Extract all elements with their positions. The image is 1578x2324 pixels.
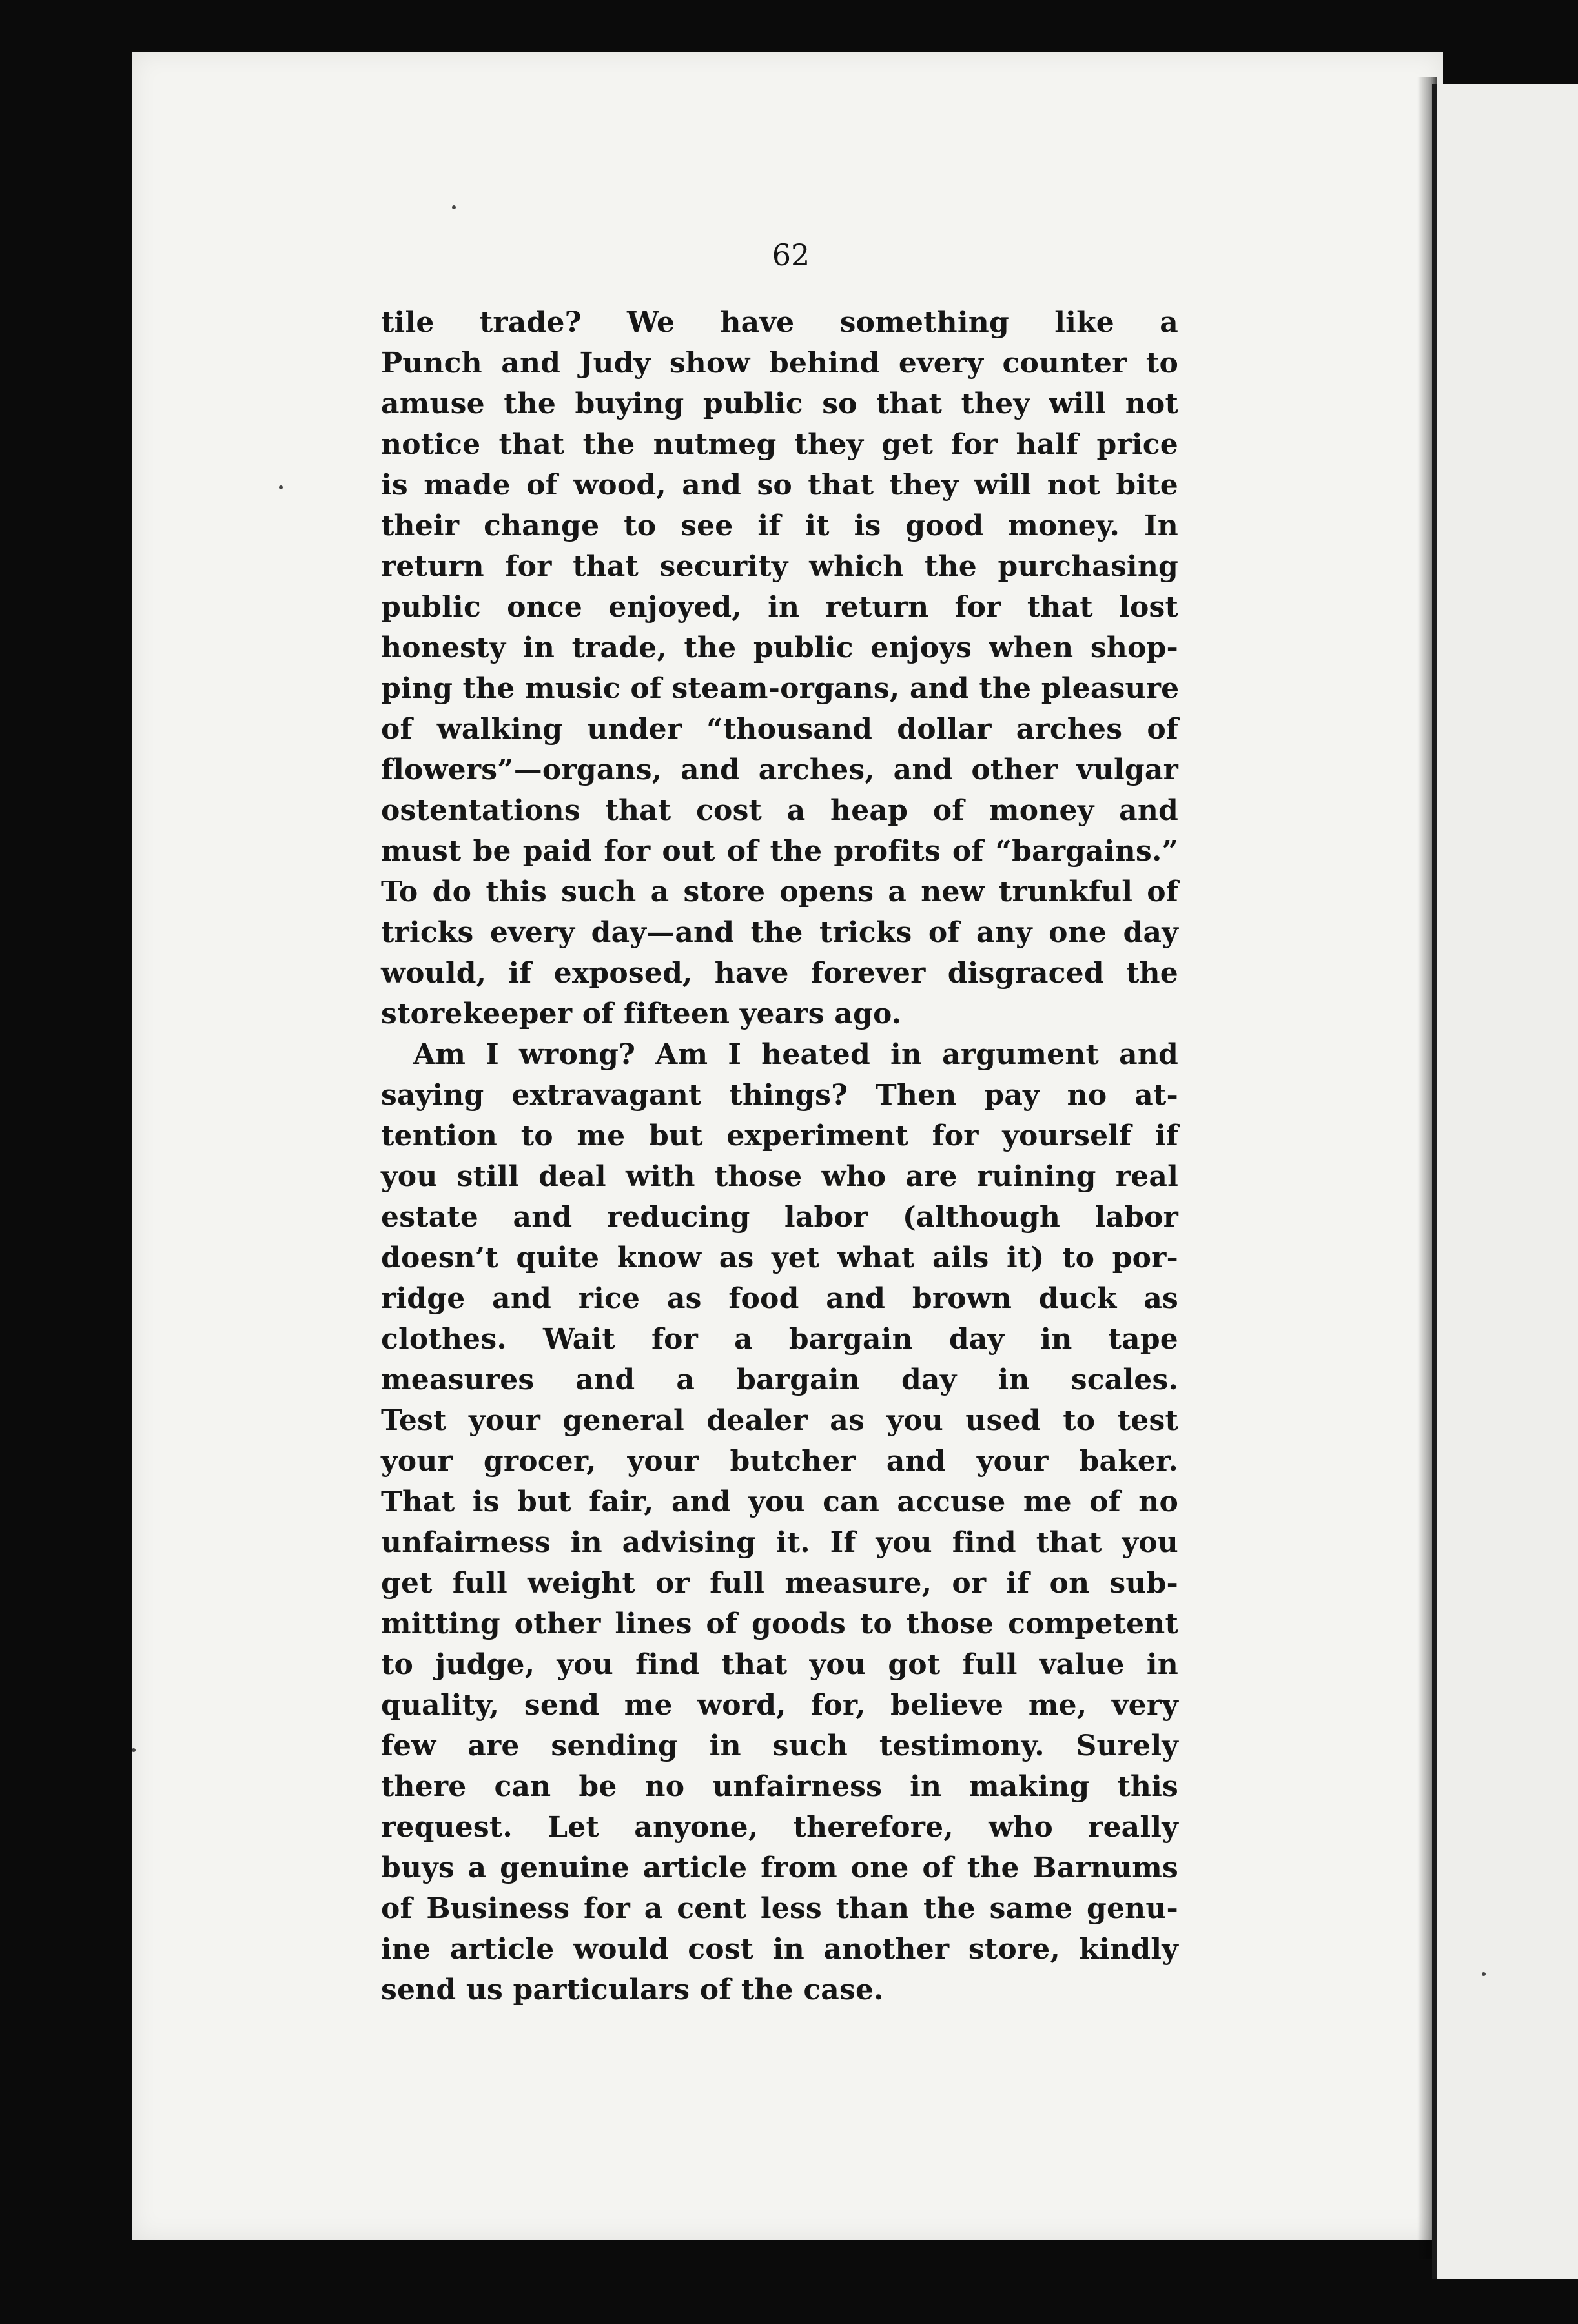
text-line: Punch and Judy show behind every counter to <box>381 347 1178 380</box>
text-line: ridge and rice as food and brown duck as <box>381 1282 1178 1315</box>
text-line: estate and reducing labor (although labor <box>381 1201 1178 1234</box>
text-line: mitting other lines of goods to those competent <box>381 1607 1178 1640</box>
text-line: request. Let anyone, therefore, who really <box>381 1811 1178 1844</box>
text-line: tention to me but experiment for yourself if <box>381 1119 1178 1152</box>
text-line: get full weight or full measure, or if on sub- <box>381 1567 1178 1600</box>
text-line: To do this such a store opens a new trunkful of <box>381 875 1178 908</box>
body-text <box>381 302 1178 2010</box>
text-line: quality, send me word, for, believe me, very <box>381 1689 1178 1722</box>
text-line: That is but fair, and you can accuse me of no <box>381 1485 1178 1518</box>
text-line: their change to see if it is good money. In <box>381 509 1178 542</box>
print-speck <box>279 485 283 489</box>
text-line: measures and a bargain day in scales. <box>381 1363 1178 1396</box>
print-speck <box>452 205 456 209</box>
text-line: must be paid for out of the profits of “bargains.” <box>381 835 1178 868</box>
text-line: doesn’t quite know as yet what ails it) to por- <box>381 1241 1178 1274</box>
text-line: tile trade? We have something like a <box>381 306 1178 339</box>
text-line: of walking under “thousand dollar arches of <box>381 713 1178 746</box>
text-line: ine article would cost in another store, kindly <box>381 1933 1178 1966</box>
text-line: to judge, you find that you got full value in <box>381 1648 1178 1681</box>
adjacent-page-edge <box>1432 84 1578 2279</box>
text-line: notice that the nutmeg they get for half price <box>381 428 1178 461</box>
text-line: storekeeper of fifteen years ago. <box>381 997 902 1030</box>
text-line: unfairness in advising it. If you find that you <box>381 1526 1178 1559</box>
print-speck <box>1482 1972 1486 1976</box>
text-line: return for that security which the purchasing <box>381 550 1178 583</box>
text-line: saying extravagant things? Then pay no at- <box>381 1079 1178 1112</box>
text-line: flowers”—organs, and arches, and other vulgar <box>381 753 1178 786</box>
paragraph-start-line: Am I wrong? Am I heated in argument and <box>413 1038 1178 1071</box>
text-line: ostentations that cost a heap of money and <box>381 794 1178 827</box>
text-line: your grocer, your butcher and your baker. <box>381 1445 1178 1478</box>
text-line: would, if exposed, have forever disgraced the <box>381 957 1178 990</box>
text-line: send us particulars of the case. <box>381 1973 884 2006</box>
text-line: clothes. Wait for a bargain day in tape <box>381 1323 1178 1356</box>
text-line: honesty in trade, the public enjoys when shop- <box>381 631 1178 664</box>
text-line: few are sending in such testimony. Surely <box>381 1729 1178 1762</box>
print-speck <box>132 1748 136 1752</box>
text-line: public once enjoyed, in return for that lost <box>381 591 1178 624</box>
text-line: is made of wood, and so that they will not bite <box>381 469 1178 502</box>
page-number: 62 <box>772 238 810 272</box>
text-line: you still deal with those who are ruining real <box>381 1160 1178 1193</box>
text-line: buys a genuine article from one of the Barnums <box>381 1851 1178 1884</box>
text-line: ping the music of steam-organs, and the pleasure <box>381 672 1180 705</box>
text-line: of Business for a cent less than the same genu- <box>381 1892 1178 1925</box>
text-line: Test your general dealer as you used to test <box>381 1404 1178 1437</box>
text-line: tricks every day—and the tricks of any one day <box>381 916 1178 949</box>
text-line: there can be no unfairness in making this <box>381 1770 1178 1803</box>
text-line: amuse the buying public so that they will not <box>381 387 1178 420</box>
